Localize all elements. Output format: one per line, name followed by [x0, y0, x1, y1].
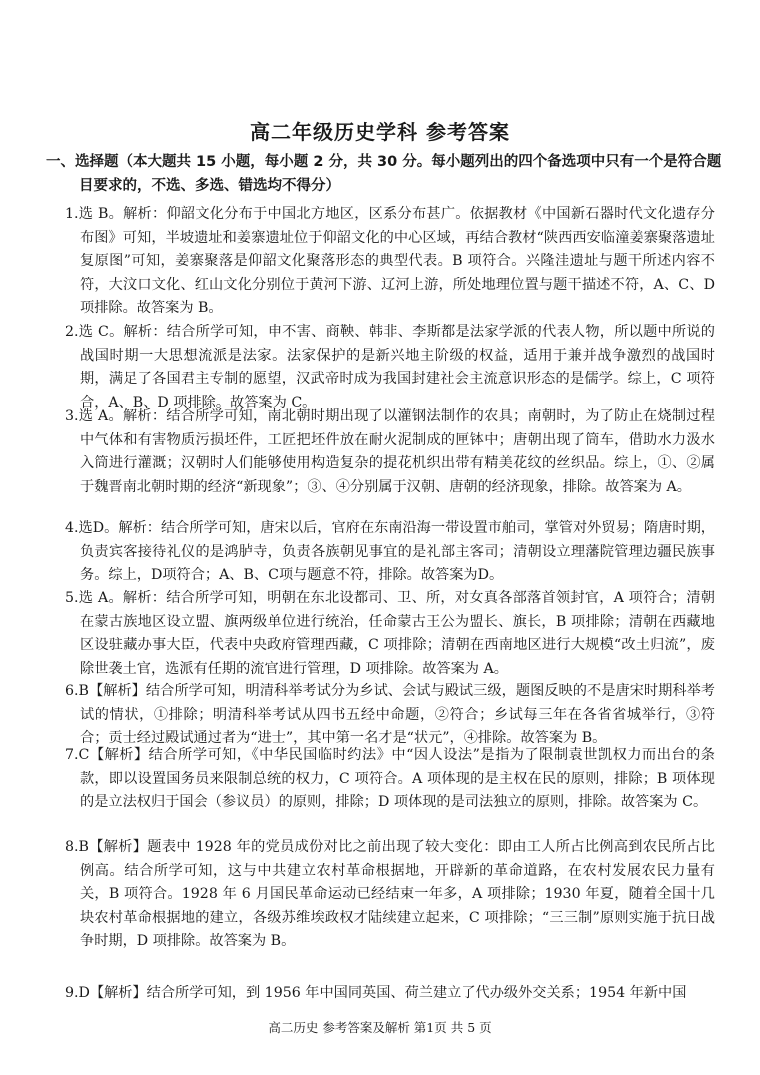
answer-item-1: 1.选 B。解析：仰韶文化分布于中国北方地区，区系分布甚广。依据教材《中国新石器时代文化遗存分布图》可知，半坡遗址和姜寨遗址位于仰韶文化的中心区域，再结合教材“陕西西安临潼姜寨聚落遗址复原图”可知，姜寨聚落是仰韶文化聚落形态的典型代表。B 项符合。兴隆洼遗址与题干所述内容不符，大汶口文化、红山文化分别位于黄河下游、辽河上游，所处地理位置与题干描述不符，A、C、D 项排除。故答案为 B。 [65, 206, 715, 317]
answer-item-7: 7.C【解析】结合所学可知，《中华民国临时约法》中“因人设法”是指为了限制袁世凯权力而出台的条款，即以设置国务员来限制总统的权力，C 项符合。A 项体现的是主权在民的原则，排除；B 项体现的是立法权归于国会（参议员）的原则，排除；D 项体现的是司法独立的原则，排除。故答案为 C。 [65, 747, 715, 811]
answer-item-8: 8.B【解析】题表中 1928 年的党员成份对比之前出现了较大变化：即由工人所占比例高到农民所占比例高。结合所学可知，这与中共建立农村革命根据地，开辟新的革命道路，在农村发展农民力量有关，B 项符合。1928 年 6 月国民革命运动已经结束一年多，A 项排除；1930 年夏，随着全国十几块农村革命根据地的建立，各级苏维埃政权才陆续建立起来，C 项排除；“三三制”原则实施于抗日战争时期，D 项排除。故答案为 B。 [65, 839, 715, 950]
answer-item-9: 9.D【解析】结合所学可知，到 1956 年中国同英国、荷兰建立了代办级外交关系；1954 年新中国 [65, 985, 687, 1001]
answer-item-4: 4.选D。解析：结合所学可知，唐宋以后，官府在东南沿海一带设置市舶司，掌管对外贸易；隋唐时期，负责宾客接待礼仪的是鸿胪寺，负责各族朝见事宜的是礼部主客司；清朝设立理藩院管理边疆民族事务。综上，D项符合；A、B、C项与题意不符，排除。故答案为D。 [65, 520, 715, 584]
page-title: 高二年级历史学科 参考答案 [250, 120, 510, 144]
answer-item-5: 5.选 A。解析：结合所学可知，明朝在东北设都司、卫、所，对女真各部落首领封官，A 项符合；清朝在蒙古族地区设立盟、旗两级单位进行统治，任命蒙古王公为盟长、旗长，B 项排除；清朝在西藏地区设驻藏办事大臣，代表中央政府管理西藏，C 项排除；清朝在西南地区进行大规模“改土归流”，废除世袭土官，选派有任期的流官进行管理，D 项排除。故答案为 A。 [65, 590, 715, 677]
answer-item-6: 6.B【解析】结合所学可知，明清科举考试分为乡试、会试与殿试三级，题图反映的不是唐宋时期科举考试的情状，①排除；明清科举考试从四书五经中命题，②符合；乡试每三年在各省省城举行，③符合；贡士经过殿试通过者为“进士”，其中第一名才是“状元”，④排除。故答案为 B。 [65, 683, 715, 747]
page-footer: 高二历史 参考答案及解析 第1页 共 5 页 [268, 1020, 492, 1035]
section-heading: 一、选择题（本大题共 15 小题，每小题 2 分，共 30 分。每小题列出的四个备选项中只有一个是符合题目要求的，不选、多选、错选均不得分） [46, 154, 722, 194]
answer-item-3: 3.选 A。解析：结合所学可知，南北朝时期出现了以灌钢法制作的农具；南朝时，为了防止在烧制过程中气体和有害物质污损坯件，工匠把坯件放在耐火泥制成的匣钵中；唐朝出现了筒车，借助水力汲水入筒进行灌溉；汉朝时人们能够使用构造复杂的提花机织出带有精美花纹的丝织品。综上，①、②属于魏晋南北朝时期的经济“新现象”；③、④分别属于汉朝、唐朝的经济现象，排除。故答案为 A。 [65, 408, 715, 495]
answer-item-2: 2.选 C。解析：结合所学可知，申不害、商鞅、韩非、李斯都是法家学派的代表人物，所以题中所说的战国时期一大思想流派是法家。法家保护的是新兴地主阶级的权益，适用于兼并战争激烈的战国时期，满足了各国君主专制的愿望，汉武帝时成为我国封建社会主流意识形态的是儒学。综上，C 项符合，A、B、D 项排除。故答案为 C。 [65, 324, 715, 411]
